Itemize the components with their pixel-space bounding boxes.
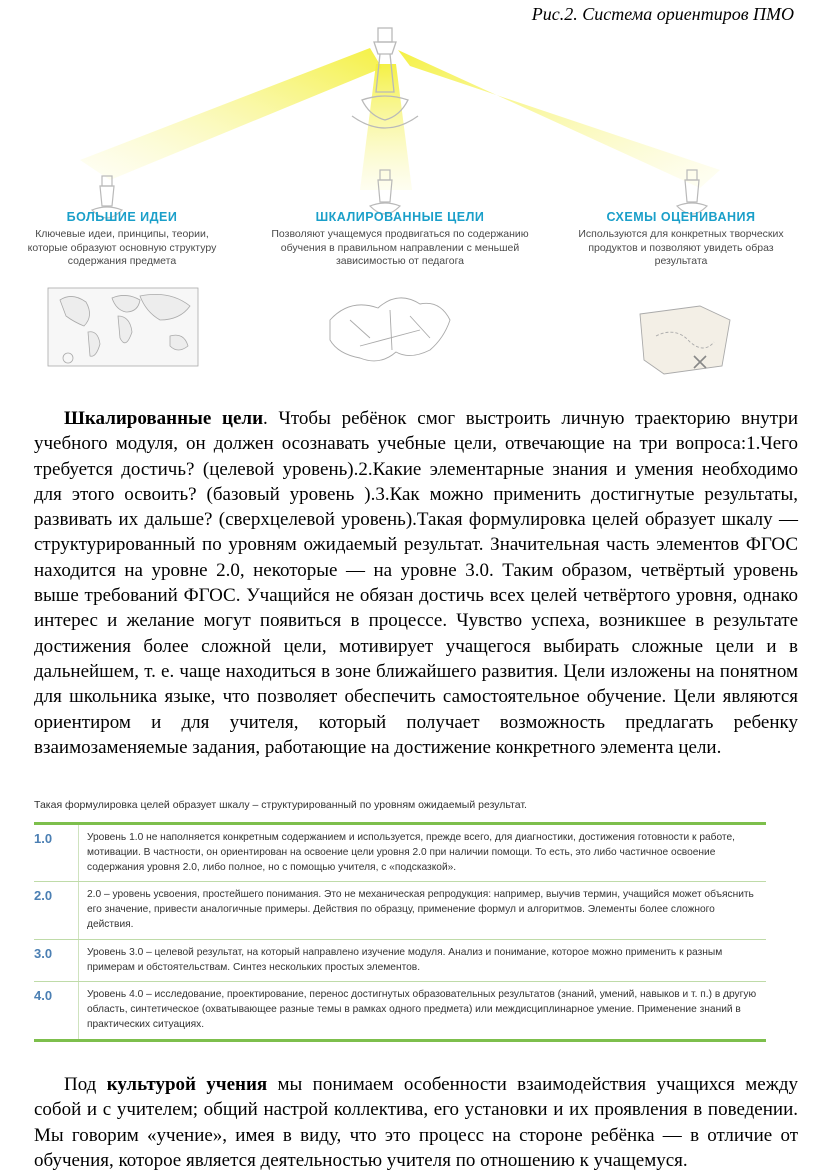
learning-culture-lead: Под xyxy=(64,1074,107,1095)
level-description: Уровень 3.0 – целевой результат, на который направлено изучение модуля. Анализ и понимание, которое можно применить к разным примерам и обстоятельствам. Синтез нескольких простых элементов. xyxy=(78,940,766,982)
level-number: 1.0 xyxy=(34,831,53,846)
level-description: Уровень 4.0 – исследование, проектирование, перенос достигнутых образовательных результатов (знаний, умений, навыков и т. п.) в другую область, синтетическое (охватывающее разные темы в рамках одного предмета) или междисциплинарное умение. Применение знаний в практических ситуациях. xyxy=(78,982,766,1038)
levels-table-title: Такая формулировка целей образует шкалу – структурированный по уровням ожидаемый результат. xyxy=(34,799,527,811)
right-light-beam xyxy=(398,50,720,188)
learning-culture-text: мы понимаем особенности взаимодействия учащихся между собой и с учителем; общий настрой коллектива, его установки и их проявления в поведении. Мы говорим «учение», имея в виду, что это процесс на стороне ребёнка — в отличие от обучения, которое является деятельностью учителя по отношению к учащемуся. xyxy=(34,1074,798,1171)
learning-culture-term: культурой учения xyxy=(106,1074,268,1095)
scaled-goals-title: ШКАЛИРОВАННЫЕ ЦЕЛИ xyxy=(315,210,485,224)
figure-caption: Рис.2. Система ориентиров ПМО xyxy=(531,4,794,24)
scaled-goals-description: Позволяют учащемуся продвигаться по содержанию обучения в правильном направлении с меньшей зависимостью от педагога xyxy=(271,228,529,267)
scaled-goals-column xyxy=(262,210,538,269)
center-light-beam xyxy=(360,64,412,190)
lighthouse-beams-illustration xyxy=(0,20,816,380)
learning-culture-paragraph xyxy=(34,1072,798,1173)
table-row xyxy=(34,882,766,939)
scaled-goals-term: Шкалированные цели xyxy=(64,408,264,429)
assessment-schemes-column xyxy=(566,210,796,269)
table-row xyxy=(34,825,766,882)
big-ideas-column xyxy=(22,210,222,269)
level-description: 2.0 – уровень усвоения, простейшего понимания. Это не механическая репродукция: например, выучив термин, учащийся может объяснить его значение, привести аналогичные примеры. Действия по образцу, применение формул и алгоритмов. Элементы более сложного действия. xyxy=(78,882,766,938)
table-row xyxy=(34,940,766,983)
country-map-icon xyxy=(330,298,450,361)
level-number: 2.0 xyxy=(34,888,53,904)
treasure-map-icon xyxy=(640,306,730,374)
orientation-system-figure xyxy=(0,20,816,380)
scaled-goals-paragraph xyxy=(34,406,798,760)
big-ideas-title: БОЛЬШИЕ ИДЕИ xyxy=(66,210,178,224)
scaled-goals-text: . Чтобы ребёнок смог выстроить личную траекторию внутри учебного модуля, он должен осознавать учебные цели, отвечающие на три вопроса:1.Чего требуется достичь? (целевой уровень).2.Какие элементарные знания и умения необходимо для этого освоить? (базовый уровень ).3.Как можно применить достигнутые результаты, развивать их дальше? (сверхцелевой уровень).Такая формулировка целей образует шкалу — структурированный по уровням ожидаемый результат. Значительная часть элементов ФГОС находится на уровне 2.0, некоторые — на уровне 3.0. Таким образом, четвёртый уровень выше требований ФГОС. Учащийся не обязан достичь всех целей четвёртого уровня, однако интерес и желание могут появиться в процессе. Чувство успеха, возникшее в результате достижения более сложной цели, мотивирует учащегося выбирать сложные цели и в дальнейшем, т. е. чаще находиться в зоне ближайшего развития. Цели изложены на понятном для школьника языке, что позволяет обеспечить самостоятельное обучение. Цели являются ориентиром и для учителя, который получает возможность предлагать ребенку взаимозаменяемые задания, работающие на достижение конкретного элемента цели. xyxy=(34,408,798,758)
world-map-icon xyxy=(48,288,198,366)
assessment-schemes-title: СХЕМЫ ОЦЕНИВАНИЯ xyxy=(606,210,756,224)
level-description: Уровень 1.0 не наполняется конкретным содержанием и используется, прежде всего, для диагностики, достижения готовности к работе, мотивации. В частности, он ориентирован на освоение цели уровня 2.0 при наличии помощи. То есть, это либо частичное освоение содержания уровня 2.0, либо полное, но с помощью учителя, с «подсказкой». xyxy=(78,825,766,881)
level-number: 3.0 xyxy=(34,945,53,961)
level-number: 4.0 xyxy=(34,988,53,1004)
levels-table xyxy=(34,822,766,1042)
left-light-beam xyxy=(80,48,382,180)
assessment-schemes-description: Используются для конкретных творческих продуктов и позволяют увидеть образ результата xyxy=(578,228,784,267)
big-ideas-description: Ключевые идеи, принципы, теории, которые образуют основную структуру содержания предмета xyxy=(27,228,217,267)
table-row xyxy=(34,982,766,1038)
